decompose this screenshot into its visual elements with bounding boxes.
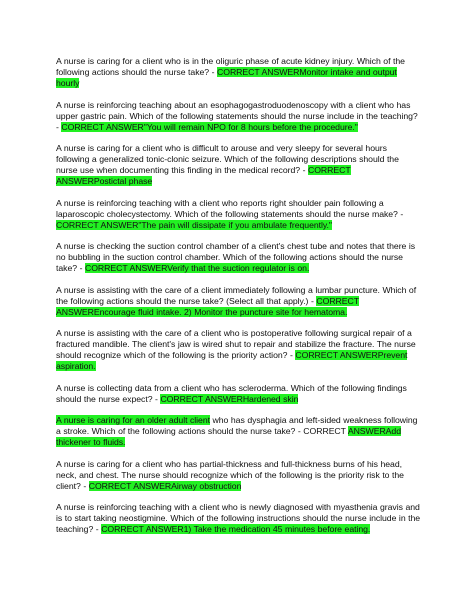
correct-answer-highlight: CORRECT ANSWER1) Take the medication 45 minutes before eating. [101, 524, 371, 534]
question-text: A nurse is assisting with the care of a client immediately following a lumbar puncture. Which of the following actions should the nurse take? (Select all that apply.) - [56, 284, 417, 306]
correct-answer-highlight: CORRECT ANSWER"You will remain NPO for 8 hours before the procedure." [61, 121, 358, 132]
correct-answer-highlight: CORRECT ANSWERPostictal phase [56, 165, 351, 186]
correct-answer-highlight: CORRECT ANSWERPrevent aspiration. [56, 350, 408, 371]
qa-entry [56, 241, 422, 274]
question-text: A nurse is caring for a client who is in the oliguric phase of acute kidney injury. Which of the following actions should the nurse take? - [56, 56, 405, 77]
question-lead-highlight: A nurse is caring for an older adult client [56, 415, 210, 425]
qa-entry [56, 383, 422, 405]
correct-answer-highlight: ANSWERAdd thickener to fluids. [56, 426, 401, 447]
correct-answer-highlight: CORRECT ANSWEREncourage fluid intake. 2) Monitor the puncture site for hematoma. [56, 295, 359, 317]
question-text: who has dysphagia and left-sided weakness following a stroke. Which of the following actions should the nurse take? - CORRECT [56, 415, 418, 436]
qa-entry [56, 198, 422, 231]
question-text: A nurse is assisting with the care of a client who is postoperative following surgical repair of a fractured mandible. The client's jaw is wired shut to repair and stabilize the fracture. The nurse should recognize which of the following is the priority action? - [56, 328, 416, 360]
correct-answer-highlight: CORRECT ANSWER"The pain will dissipate if you ambulate frequently." [56, 219, 332, 230]
question-text: A nurse is reinforcing teaching with a client who is newly diagnosed with myasthenia gravis and is to start taking neostigmine. Which of the following instructions should the nurse include in the teaching? - [56, 502, 421, 534]
correct-answer-highlight: CORRECT ANSWERVerify that the suction regulator is on. [84, 263, 310, 273]
question-text: A nurse is caring for a client who has partial-thickness and full-thickness burns of his head, neck, and chest. The nurse should recognize which of the following is the priority risk to the client? - [56, 458, 404, 491]
correct-answer-highlight: CORRECT ANSWERMonitor intake and output hourly [56, 67, 397, 88]
question-text: A nurse is caring for a client who is difficult to arouse and very sleepy for several hours following a generalized tonic-clonic seizure. Which of the following descriptions should the nurse use when documenting this finding in the medical record? - [56, 143, 399, 175]
question-text: A nurse is collecting data from a client who has scleroderma. Which of the following findings should the nurse expect? - [56, 382, 407, 404]
qa-entry [56, 415, 422, 448]
document-body [56, 56, 422, 546]
question-text: A nurse is reinforcing teaching with a client who reports right shoulder pain following a laparoscopic cholecystectomy. Which of the following statements should the nurse make? - [56, 197, 404, 219]
correct-answer-highlight: CORRECT ANSWERAirway obstruction [88, 480, 242, 491]
qa-entry [56, 100, 422, 133]
question-text: A nurse is reinforcing teaching about an esophagogastroduodenoscopy with a client who has upper gastric pain. Which of the following statements should the nurse include in the teaching? - [56, 99, 418, 132]
qa-entry [56, 502, 422, 535]
correct-answer-highlight: CORRECT ANSWERHardened skin [160, 393, 299, 404]
qa-entry [56, 56, 422, 89]
qa-entry [56, 328, 422, 372]
qa-entry [56, 143, 422, 187]
question-text: A nurse is checking the suction control chamber of a client's chest tube and notes that there is no bubbling in the suction control chamber. Which of the following actions should the nurse take? - [56, 241, 416, 273]
qa-entry [56, 459, 422, 492]
qa-entry [56, 285, 422, 318]
